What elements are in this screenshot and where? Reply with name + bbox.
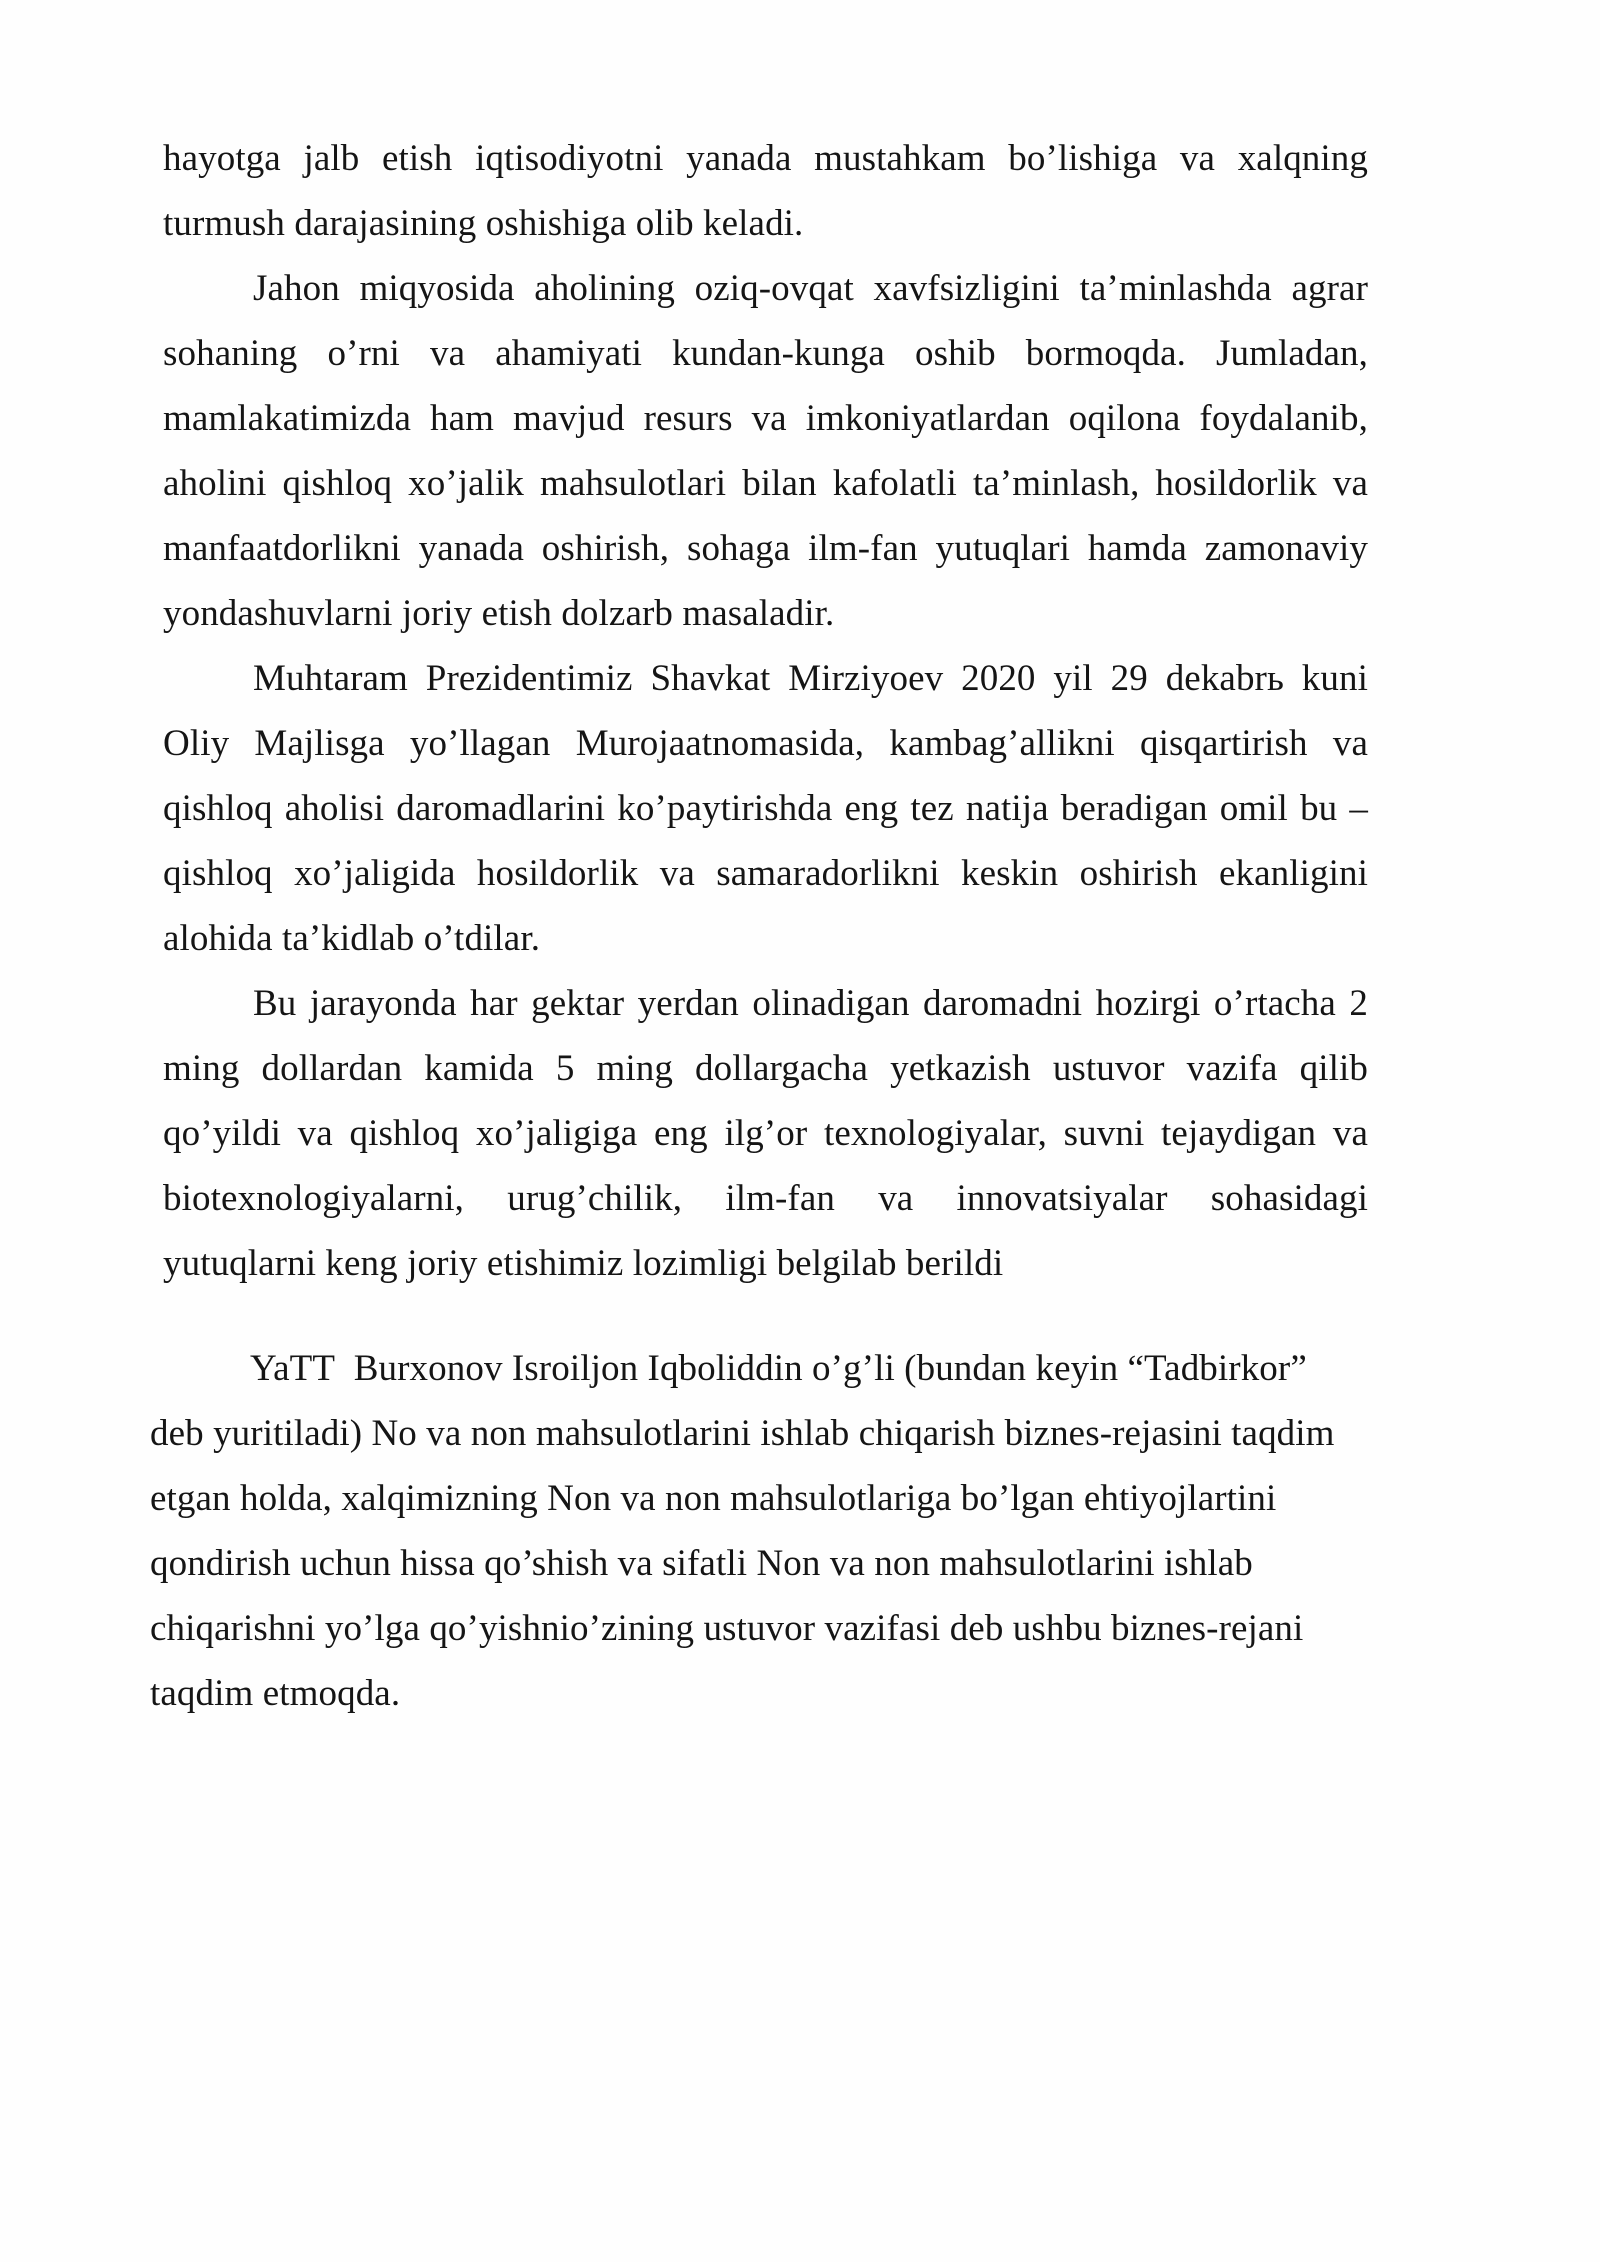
text-line: mamlakatimizda ham mavjud resurs va imkoniyatlardan oqilona foydalanib,	[163, 398, 1368, 439]
text-line: qishloq aholisi daromadlarini ko’paytirishda eng tez natija beradigan omil bu –	[163, 788, 1368, 829]
text-line: hayotga jalb etish iqtisodiyotni yanada mustahkam bo’lishiga va xalqning	[163, 138, 1368, 179]
text-line: sohaning o’rni va ahamiyati kundan-kunga oshib bormoqda. Jumladan,	[163, 333, 1368, 374]
text-line: qishloq xo’jaligida hosildorlik va samaradorlikni keskin oshirish ekanligini	[163, 853, 1368, 894]
text-line: qondirish uchun hissa qo’shish va sifatli Non va non mahsulotlarini ishlab	[150, 1543, 1253, 1584]
text-line: aholini qishloq xo’jalik mahsulotlari bilan kafolatli ta’minlash, hosildorlik va	[163, 463, 1368, 504]
text-line: YaTT Burxonov Isroiljon Iqboliddin o’g’li (bundan keyin “Tadbirkor”	[250, 1348, 1307, 1389]
text-line: taqdim etmoqda.	[150, 1673, 401, 1714]
text-line: chiqarishni yo’lga qo’yishnio’zining ustuvor vazifasi deb ushbu biznes-rejani	[150, 1608, 1304, 1649]
paragraph	[163, 971, 1368, 1296]
text-line: yondashuvlarni joriy etish dolzarb masaladir.	[163, 593, 835, 634]
text-line: etgan holda, xalqimizning Non va non mahsulotlariga bo’lgan ehtiyojlartini	[150, 1478, 1277, 1519]
paragraph	[163, 126, 1368, 256]
text-line: ming dollardan kamida 5 ming dollargacha yetkazish ustuvor vazifa qilib	[163, 1048, 1368, 1089]
text-line: qo’yildi va qishloq xo’jaligiga eng ilg’or texnologiyalar, suvni tejaydigan va	[163, 1113, 1368, 1154]
paragraph	[163, 646, 1368, 971]
paragraph	[150, 1336, 1355, 1726]
text-line: alohida ta’kidlab o’tdilar.	[163, 918, 541, 959]
text-line: Muhtaram Prezidentimiz Shavkat Mirziyoev 2020 yil 29 dekabrь kuni	[253, 658, 1368, 699]
text-line: yutuqlarni keng joriy etishimiz lozimligi belgilab berildi	[163, 1243, 1004, 1284]
text-line: Oliy Majlisga yo’llagan Murojaatnomasida, kambag’allikni qisqartirish va	[163, 723, 1368, 764]
text-line: biotexnologiyalarni, urug’chilik, ilm-fan va innovatsiyalar sohasidagi	[163, 1178, 1368, 1219]
text-line: Jahon miqyosida aholining oziq-ovqat xavfsizligini ta’minlashda agrar	[253, 268, 1368, 309]
text-line: manfaatdorlikni yanada oshirish, sohaga ilm-fan yutuqlari hamda zamonaviy	[163, 528, 1368, 569]
text-line: deb yuritiladi) No va non mahsulotlarini ishlab chiqarish biznes-rejasini taqdim	[150, 1413, 1335, 1454]
text-block	[0, 126, 1600, 1726]
paragraph	[163, 256, 1368, 646]
text-line: turmush darajasining oshishiga olib keladi.	[163, 203, 804, 244]
text-line: Bu jarayonda har gektar yerdan olinadigan daromadni hozirgi o’rtacha 2	[253, 983, 1368, 1024]
